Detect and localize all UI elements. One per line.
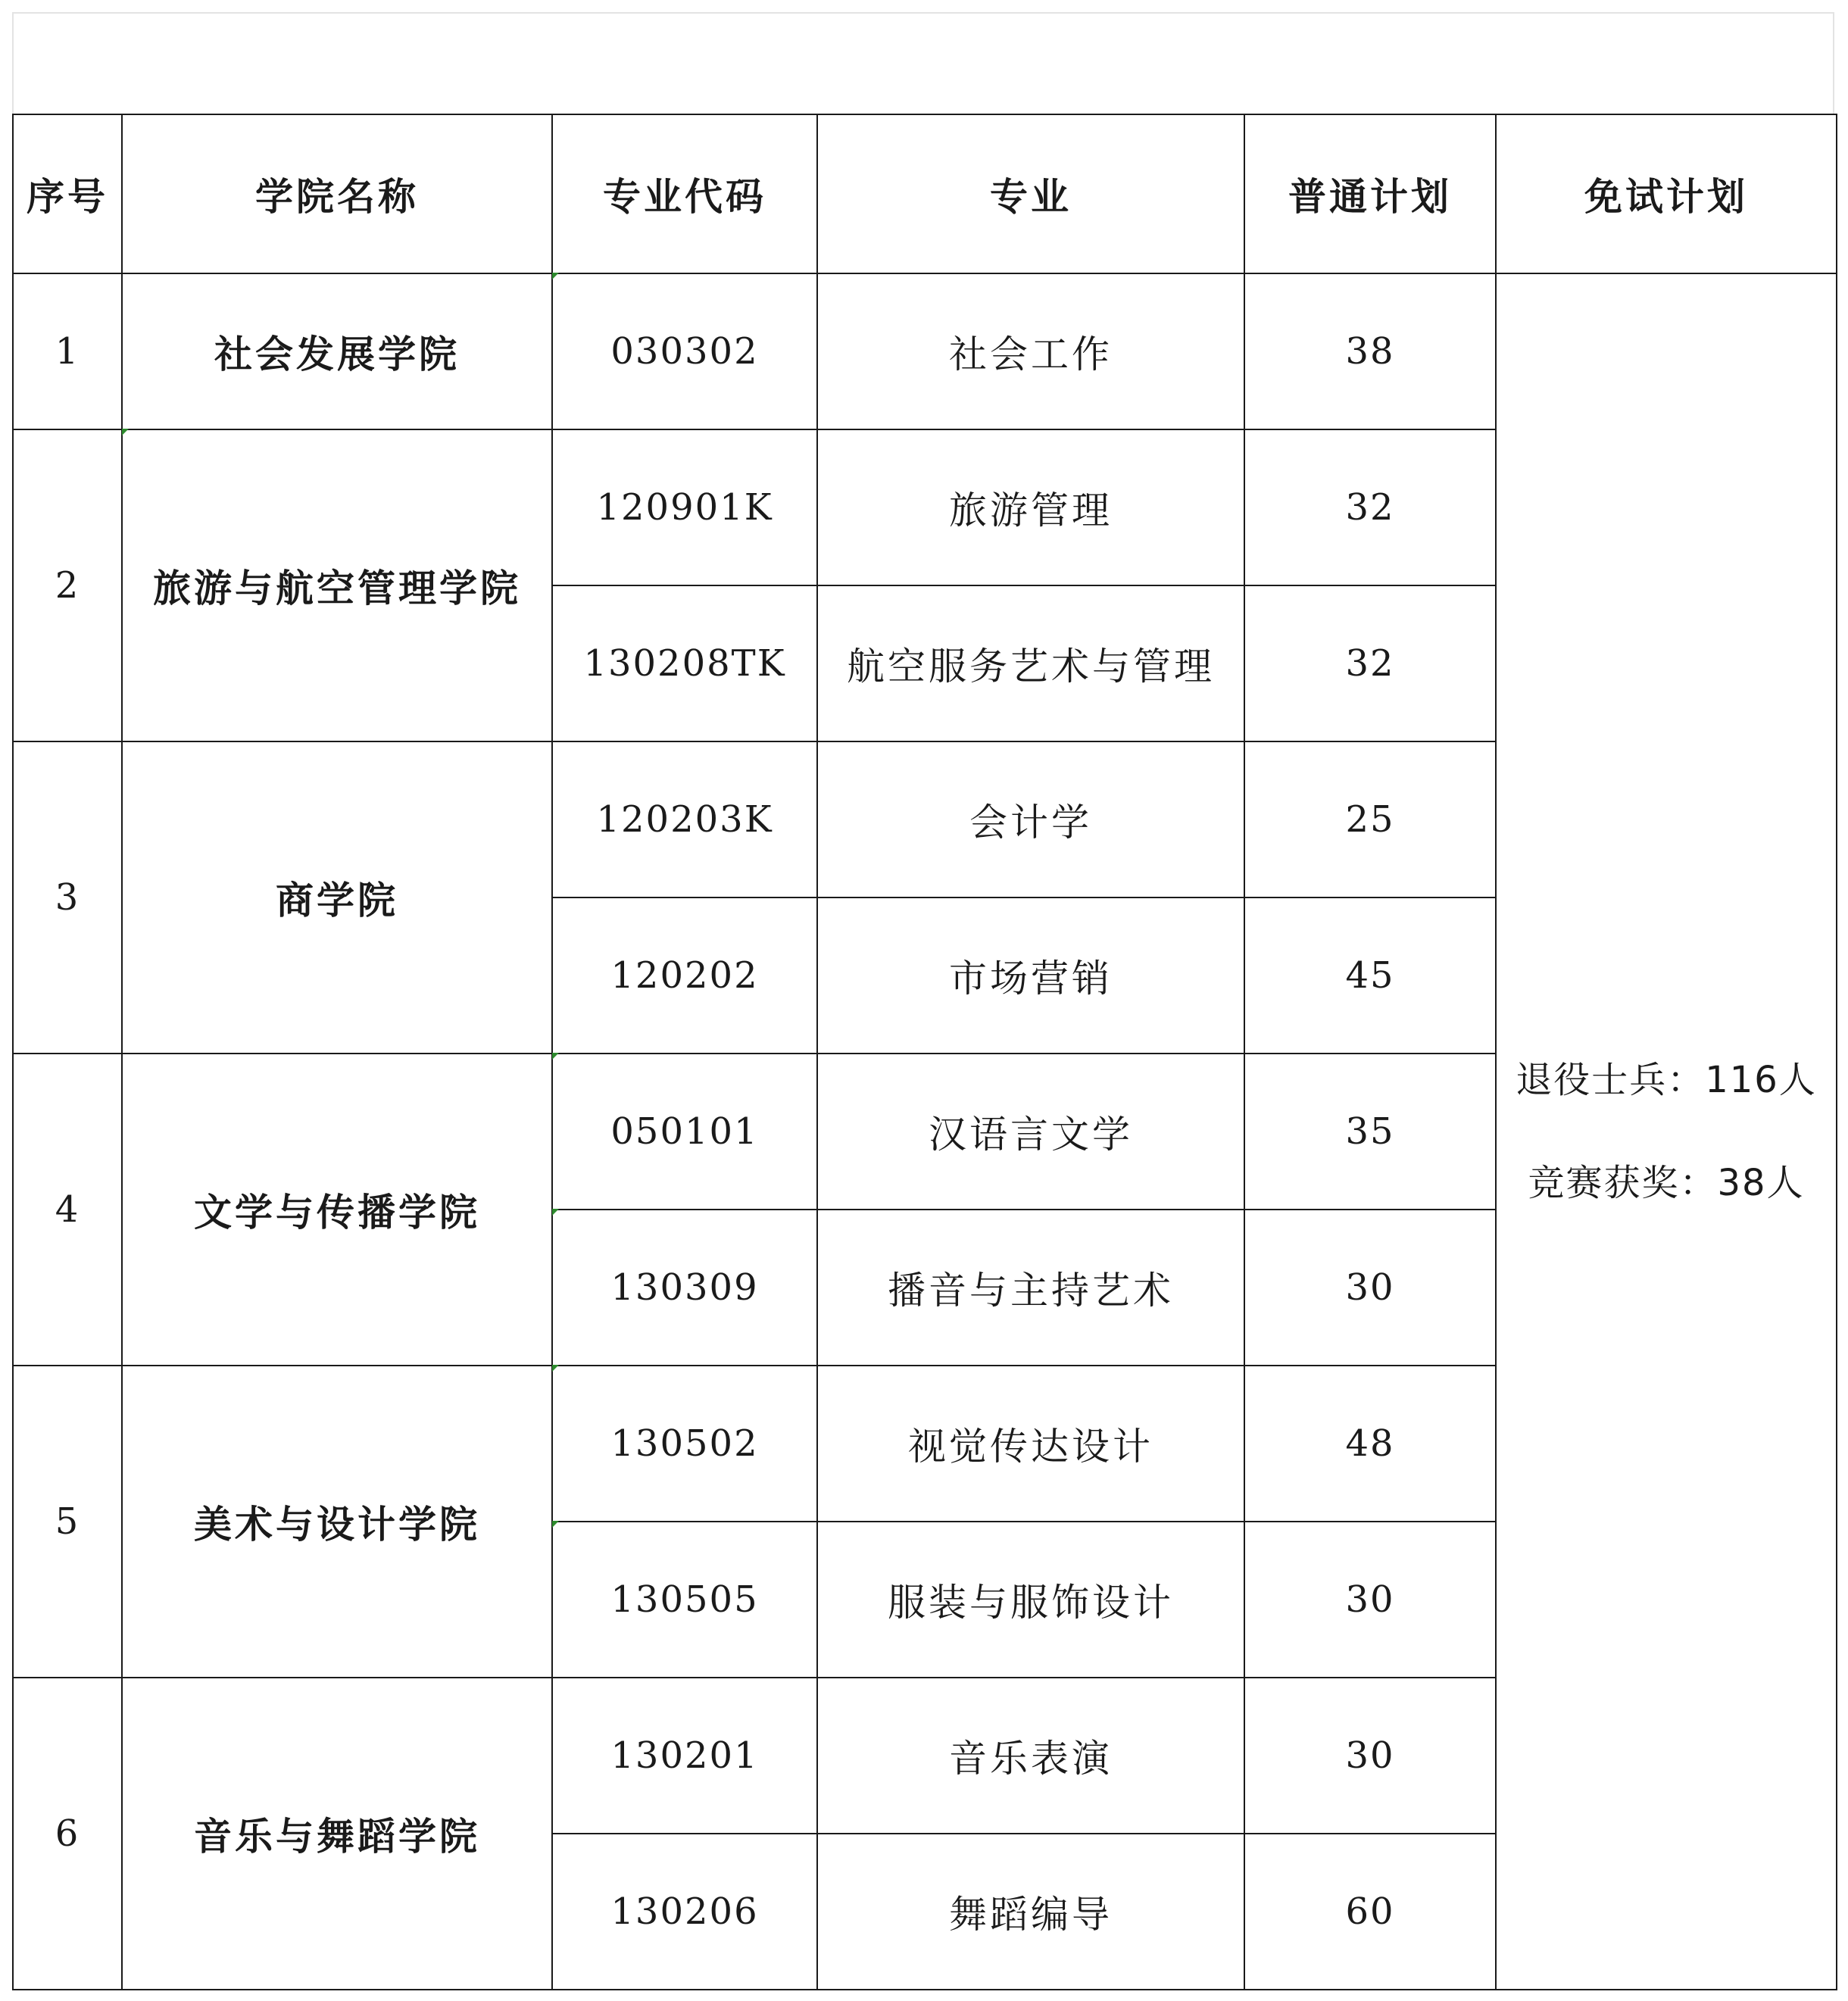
major-name-cell: 播音与主持艺术	[817, 1210, 1244, 1366]
major-code-cell: 130208TK	[552, 585, 817, 741]
header-college: 学院名称	[122, 114, 552, 273]
regular-plan-cell: 30	[1244, 1210, 1496, 1366]
cell-indicator-mark	[552, 1365, 559, 1372]
cell-indicator-mark	[122, 429, 129, 435]
seq-cell: 4	[13, 1054, 122, 1366]
seq-cell: 5	[13, 1366, 122, 1678]
seq-cell: 1	[13, 273, 122, 429]
major-name-cell: 旅游管理	[817, 429, 1244, 585]
header-regular-plan: 普通计划	[1244, 114, 1496, 273]
college-name-cell: 美术与设计学院	[122, 1366, 552, 1678]
major-code-cell: 050101	[552, 1054, 817, 1210]
regular-plan-cell: 32	[1244, 429, 1496, 585]
regular-plan-cell: 30	[1244, 1522, 1496, 1678]
major-code-cell: 130505	[552, 1522, 817, 1678]
table-row	[13, 273, 1837, 429]
exempt-veterans: 退役士兵：116人	[1516, 1059, 1817, 1101]
header-row	[13, 114, 1837, 273]
header-major-code: 专业代码	[552, 114, 817, 273]
enrollment-plan-table	[12, 114, 1837, 1990]
seq-cell: 6	[13, 1678, 122, 1990]
header-seq: 序号	[13, 114, 122, 273]
college-name-cell: 商学院	[122, 741, 552, 1054]
major-code-cell: 130201	[552, 1678, 817, 1834]
major-name-cell: 视觉传达设计	[817, 1366, 1244, 1522]
regular-plan-cell: 45	[1244, 897, 1496, 1054]
regular-plan-cell: 32	[1244, 585, 1496, 741]
header-exempt-plan: 免试计划	[1496, 114, 1837, 273]
college-name-cell: 旅游与航空管理学院	[122, 429, 552, 741]
major-name-cell: 音乐表演	[817, 1678, 1244, 1834]
major-code-cell: 030302	[552, 273, 817, 429]
college-name-cell: 文学与传播学院	[122, 1054, 552, 1366]
major-code-cell: 130502	[552, 1366, 817, 1522]
exempt-plan-cell	[1496, 273, 1837, 1990]
regular-plan-cell: 25	[1244, 741, 1496, 897]
regular-plan-cell: 30	[1244, 1678, 1496, 1834]
cell-indicator-mark	[552, 1209, 559, 1216]
college-name-cell: 音乐与舞蹈学院	[122, 1678, 552, 1990]
regular-plan-cell: 38	[1244, 273, 1496, 429]
major-name-cell: 汉语言文学	[817, 1054, 1244, 1210]
college-name-cell: 社会发展学院	[122, 273, 552, 429]
major-code-cell: 130206	[552, 1834, 817, 1990]
major-name-cell: 服装与服饰设计	[817, 1522, 1244, 1678]
seq-cell: 3	[13, 741, 122, 1054]
major-name-cell: 舞蹈编导	[817, 1834, 1244, 1990]
header-major: 专业	[817, 114, 1244, 273]
seq-cell: 2	[13, 429, 122, 741]
major-code-cell: 120203K	[552, 741, 817, 897]
regular-plan-cell: 60	[1244, 1834, 1496, 1990]
major-name-cell: 社会工作	[817, 273, 1244, 429]
table-title-area	[12, 12, 1834, 114]
exempt-competition: 竞赛获奖：38人	[1528, 1162, 1805, 1204]
major-name-cell: 市场营销	[817, 897, 1244, 1054]
regular-plan-cell: 35	[1244, 1054, 1496, 1210]
major-code-cell: 130309	[552, 1210, 817, 1366]
cell-indicator-mark	[552, 1521, 559, 1528]
major-code-cell: 120202	[552, 897, 817, 1054]
regular-plan-cell: 48	[1244, 1366, 1496, 1522]
major-name-cell: 会计学	[817, 741, 1244, 897]
cell-indicator-mark	[552, 273, 559, 279]
major-name-cell: 航空服务艺术与管理	[817, 585, 1244, 741]
major-code-cell: 120901K	[552, 429, 817, 585]
cell-indicator-mark	[552, 1053, 559, 1060]
